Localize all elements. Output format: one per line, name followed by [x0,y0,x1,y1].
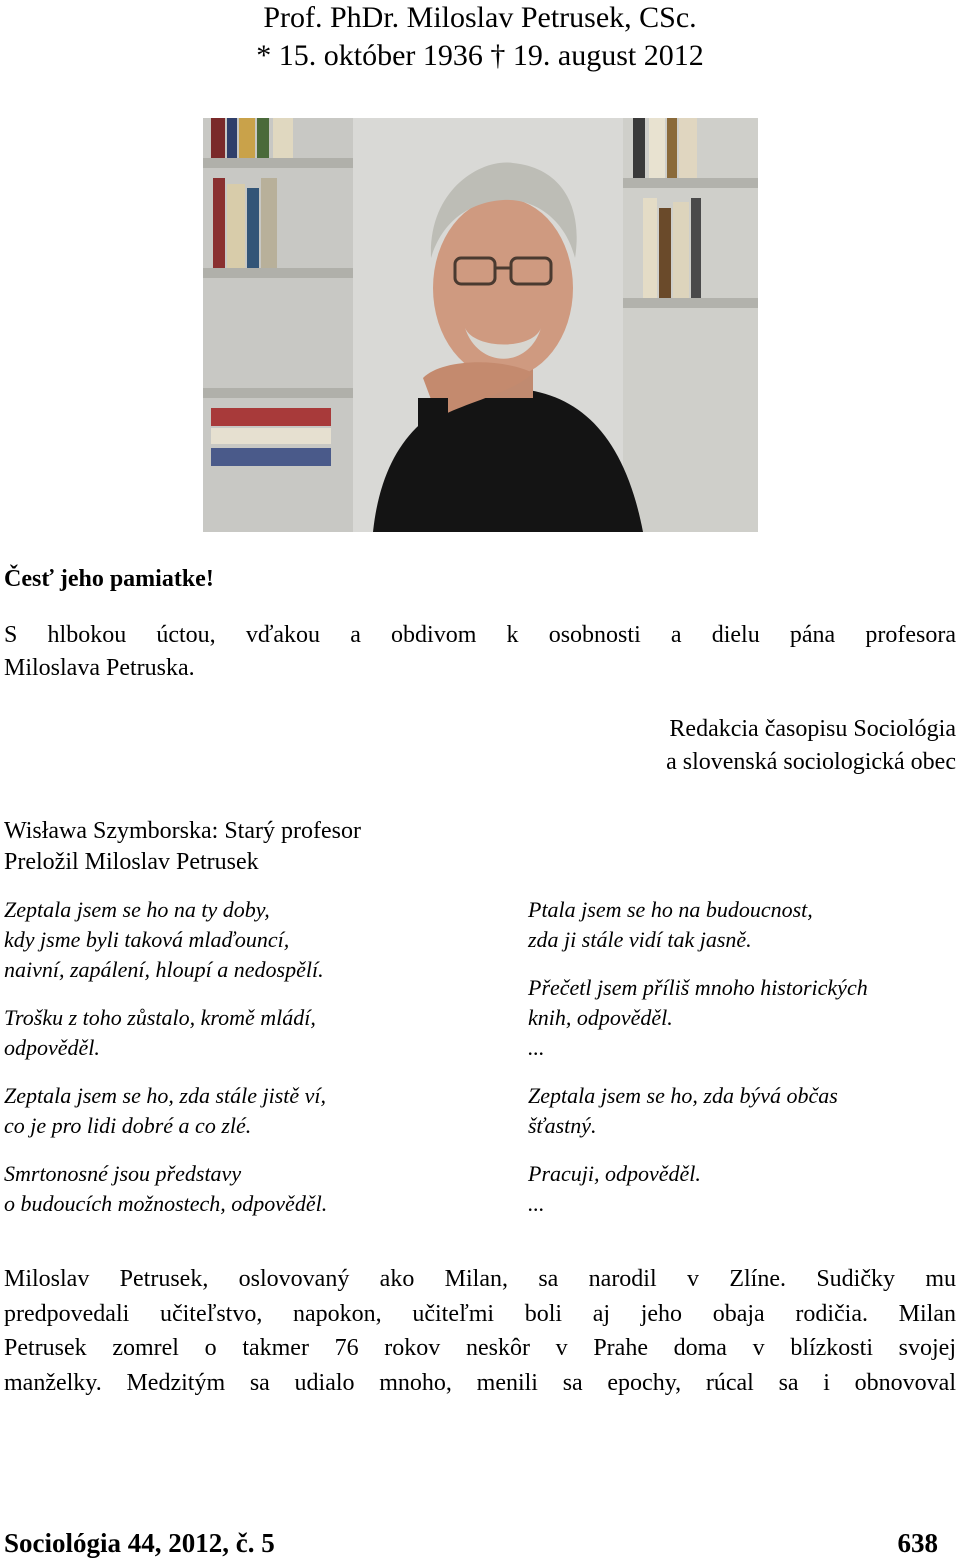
poem-stanza [4,1081,484,1141]
signature-line-1: Redakcia časopisu Sociológia [669,716,956,742]
poem-line: Ptala jsem se ho na budoucnost, [528,897,813,922]
poem-line: Trošku z toho zůstalo, kromě mládí, [4,1005,316,1030]
poem-line: Zeptala jsem se ho, zda stále jistě ví, [4,1083,327,1108]
paragraph-line: Petrusek zomrel o takmer 76 rokov neskôr v Prahe doma v blízkosti svojej [4,1335,956,1361]
poem-stanza [4,895,484,985]
poem-line: zda ji stále vidí tak jasně. [528,927,752,952]
poem-title: Wisława Szymborska: Starý profesor [4,818,361,844]
journal-citation: Sociológia 44, 2012, č. 5 [4,1528,275,1558]
portrait-photo [203,118,758,532]
poem-right-column [528,895,956,1237]
poem-line: co je pro lidi dobré a co zlé. [4,1113,252,1138]
tribute-line-2: Miloslava Petruska. [4,655,195,681]
poem-stanza [528,895,956,955]
poem-stanza [4,1159,484,1219]
poem-line: knih, odpověděl. [528,1005,673,1030]
poem-stanza [4,1003,484,1063]
poem-line: ... [528,1191,545,1216]
paragraph-line: Miloslav Petrusek, oslovovaný ako Milan, sa narodil v Zlíne. Sudičky mu [4,1266,956,1292]
poem-line: Pracuji, odpověděl. [528,1161,701,1186]
name-line: Prof. PhDr. Miloslav Petrusek, CSc. [263,1,697,34]
signature-line-2: a slovenská sociologická obec [666,749,956,775]
page-number: 638 [897,1528,938,1558]
poem-line: kdy jsme byli taková mlaďouncí, [4,927,290,952]
poem-left-column [4,895,484,1237]
poem-line: Smrtonosné jsou představy [4,1161,242,1186]
poem-line: naivní, zapálení, hloupí a nedospělí. [4,957,324,982]
portrait-illustration [203,118,758,532]
tribute-line-1: S hlbokou úctou, vďakou a obdivom k osobnosti a dielu pána profesora [4,622,956,648]
poem-line: Přečetl jsem příliš mnoho historických [528,975,868,1000]
poem-line: ... [528,1035,545,1060]
poem-line: šťastný. [528,1113,597,1138]
dates-line: * 15. október 1936 † 19. august 2012 [256,39,704,72]
poem-stanza [528,1081,956,1141]
paragraph-line: predpovedali učiteľstvo, napokon, učiteľmi boli aj jeho obaja rodičia. Milan [4,1300,956,1327]
poem-line: o budoucích možnostech, odpověděl. [4,1191,328,1216]
poem-line: odpověděl. [4,1035,100,1060]
paragraph-line: manželky. Medzitým sa udialo mnoho, menili sa epochy, rúcal sa i obnovoval [4,1369,956,1396]
poem-stanza [528,973,956,1063]
poem-line: Zeptala jsem se ho, zda bývá občas [528,1083,838,1108]
poem-line: Zeptala jsem se ho na ty doby, [4,897,270,922]
poem-translator: Preložil Miloslav Petrusek [4,849,259,875]
biography-paragraph [4,1262,956,1400]
poem-stanza [528,1159,956,1219]
tribute-heading: Česť jeho pamiatke! [4,566,214,592]
